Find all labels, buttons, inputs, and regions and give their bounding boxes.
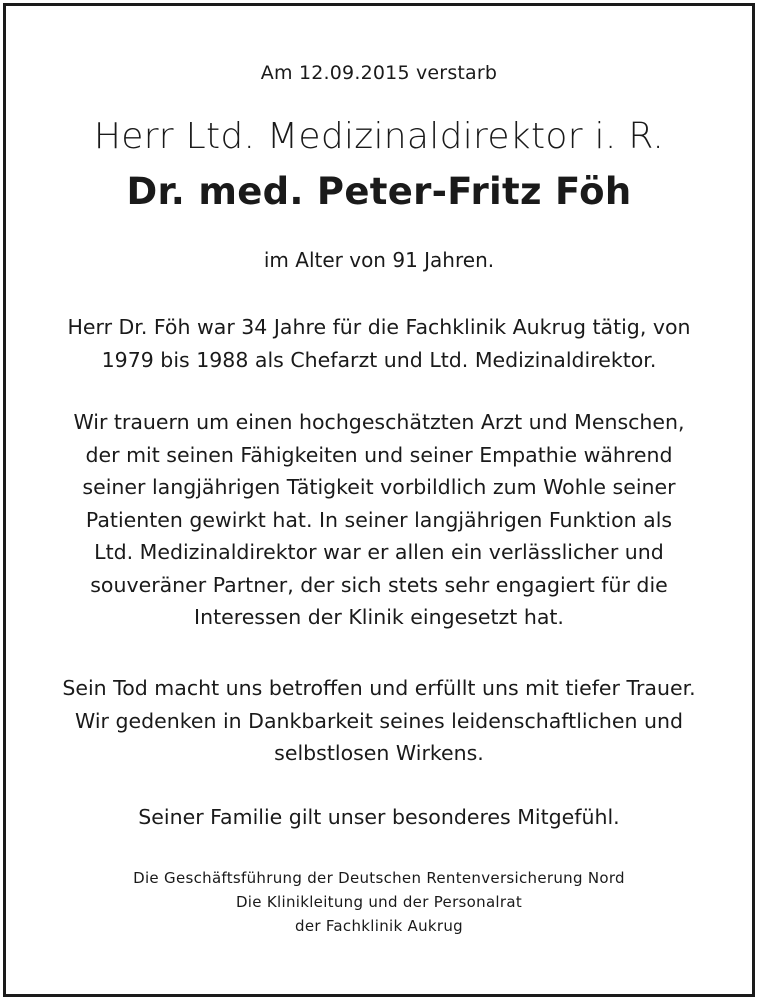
age-line: im Alter von 91 Jahren. xyxy=(263,248,495,272)
text-line: seiner langjährigen Tätigkeit vorbildlich zum Wohle seiner xyxy=(82,475,676,499)
text-line: Interessen der Klinik eingesetzt hat. xyxy=(194,605,564,629)
date-line: Am 12.09.2015 verstarb xyxy=(260,62,498,84)
text-line: Ltd. Medizinaldirektor war er allen ein verlässlicher und xyxy=(94,540,664,564)
text-line: Sein Tod macht uns betroffen und erfüllt uns mit tiefer Trauer. xyxy=(62,676,696,700)
text-line: Patienten gewirkt hat. In seiner langjährigen Funktion als xyxy=(85,507,673,532)
text-line: selbstlosen Wirkens. xyxy=(274,741,484,765)
text-line: Wir gedenken in Dankbarkeit seines leidenschaftlichen und xyxy=(75,708,683,733)
text-line: Seiner Familie gilt unser besonderes Mitgefühl. xyxy=(138,805,620,829)
deceased-name: Dr. med. Peter-Fritz Föh xyxy=(126,170,632,213)
condolence-paragraph xyxy=(26,801,732,834)
signature-line: der Fachklinik Aukrug xyxy=(295,917,463,935)
signatures-block xyxy=(26,866,732,938)
tribute-paragraph xyxy=(26,406,732,634)
obituary-frame xyxy=(3,3,755,997)
text-line: der mit seinen Fähigkeiten und seiner Empathie während xyxy=(85,442,673,467)
signature-line: Die Klinikleitung und der Personalrat xyxy=(235,893,523,911)
text-line: souveräner Partner, der sich stets sehr engagiert für die xyxy=(90,572,668,597)
mourning-paragraph xyxy=(26,672,732,770)
career-paragraph xyxy=(26,311,732,376)
obituary-content xyxy=(6,6,752,994)
text-line: Wir trauern um einen hochgeschätzten Arzt und Menschen, xyxy=(73,410,685,434)
text-line: Herr Dr. Föh war 34 Jahre für die Fachklinik Aukrug tätig, von xyxy=(67,315,691,339)
deceased-title: Herr Ltd. Medizinaldirektor i. R. xyxy=(93,116,665,157)
text-line: 1979 bis 1988 als Chefarzt und Ltd. Medizinaldirektor. xyxy=(101,347,657,372)
signature-line: Die Geschäftsführung der Deutschen Rentenversicherung Nord xyxy=(133,869,625,887)
